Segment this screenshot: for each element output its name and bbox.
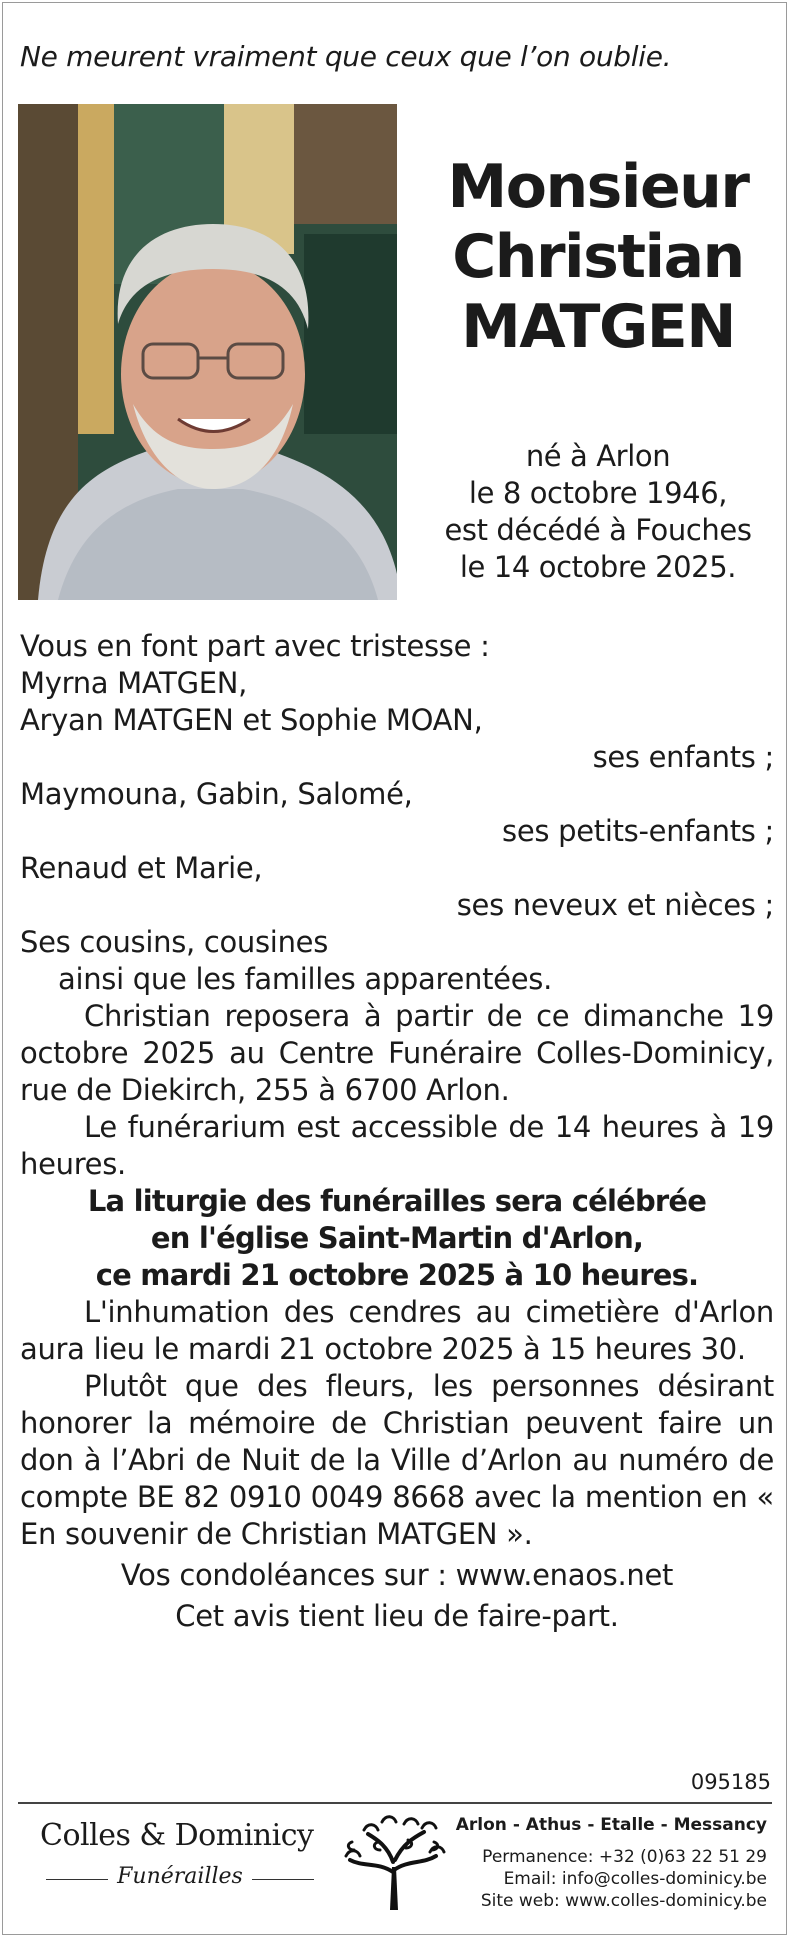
- funeral-home-website: Site web: www.colles-dominicy.be: [480, 1891, 767, 1911]
- footer-divider: [18, 1802, 772, 1804]
- family-role: ses petits-enfants ;: [502, 814, 774, 848]
- notice-text: Cet avis tient lieu de faire-part.: [175, 1599, 619, 1633]
- family-intro: Vous en font part avec tristesse :: [20, 629, 490, 663]
- portrait-photo: [18, 104, 397, 600]
- family-line: ainsi que les familles apparentées.: [58, 962, 552, 996]
- burial-text: L'inhumation des cendres au cimetière d'Arlon aura lieu le mardi 21 octobre 2025 à 15 heures 30.: [20, 1295, 774, 1366]
- birth-place: né à Arlon: [525, 439, 671, 473]
- funerarium-hours: Le funérarium est accessible de 14 heures à 19 heures.: [20, 1110, 774, 1181]
- deceased-title: Monsieur: [447, 152, 749, 222]
- deceased-name: [418, 152, 778, 362]
- death-place: est décédé à Fouches: [444, 513, 752, 547]
- family-line: Ses cousins, cousines: [20, 925, 328, 959]
- liturgy-line: en l'église Saint-Martin d'Arlon,: [150, 1221, 644, 1255]
- visitation-text: Christian reposera à partir de ce dimanche 19 octobre 2025 au Centre Funéraire Colles-Dominicy, rue de Diekirch, 255 à 6700 Arlon.: [20, 999, 774, 1107]
- tree-logo-icon: [338, 1812, 448, 1916]
- family-line: Maymouna, Gabin, Salomé,: [20, 777, 413, 811]
- family-line: Aryan MATGEN et Sophie MOAN,: [20, 703, 483, 737]
- life-dates: [418, 438, 778, 586]
- deceased-first-name: Christian: [452, 222, 744, 292]
- funeral-home-email: Email: info@colles-dominicy.be: [503, 1869, 767, 1889]
- death-date: le 14 octobre 2025.: [459, 550, 737, 584]
- liturgy-line: ce mardi 21 octobre 2025 à 10 heures.: [95, 1258, 699, 1292]
- donation-text: Plutôt que des fleurs, les personnes désirant honorer la mémoire de Christian peuvent faire un don à l’Abri de Nuit de la Ville d’Arlon au numéro de compte BE 82 0910 0049 8668 avec la mention en « En souvenir de Christian MATGEN ».: [20, 1369, 774, 1551]
- funeral-home-towns: Arlon - Athus - Etalle - Messancy: [455, 1815, 767, 1835]
- notice-body: [20, 628, 774, 1635]
- liturgy-line: La liturgie des funérailles sera célébrée: [87, 1184, 707, 1218]
- funeral-home-contact: [456, 1814, 767, 1912]
- family-line: Myrna MATGEN,: [20, 666, 248, 700]
- deceased-last-name: MATGEN: [461, 292, 735, 362]
- family-role: ses neveux et nièces ;: [456, 888, 774, 922]
- funeral-home-subtitle: Funérailles: [42, 1864, 318, 1889]
- funeral-home-phone: Permanence: +32 (0)63 22 51 29: [482, 1847, 767, 1867]
- family-role: ses enfants ;: [592, 740, 774, 774]
- birth-date: le 8 octobre 1946,: [468, 476, 728, 510]
- epigraph: Ne meurent vraiment que ceux que l’on oublie.: [20, 40, 672, 73]
- funeral-home-name: Colles & Dominicy: [40, 1818, 314, 1853]
- family-line: Renaud et Marie,: [20, 851, 263, 885]
- reference-number: 095185: [690, 1770, 771, 1794]
- condolences-text: Vos condoléances sur : www.enaos.net: [120, 1558, 674, 1592]
